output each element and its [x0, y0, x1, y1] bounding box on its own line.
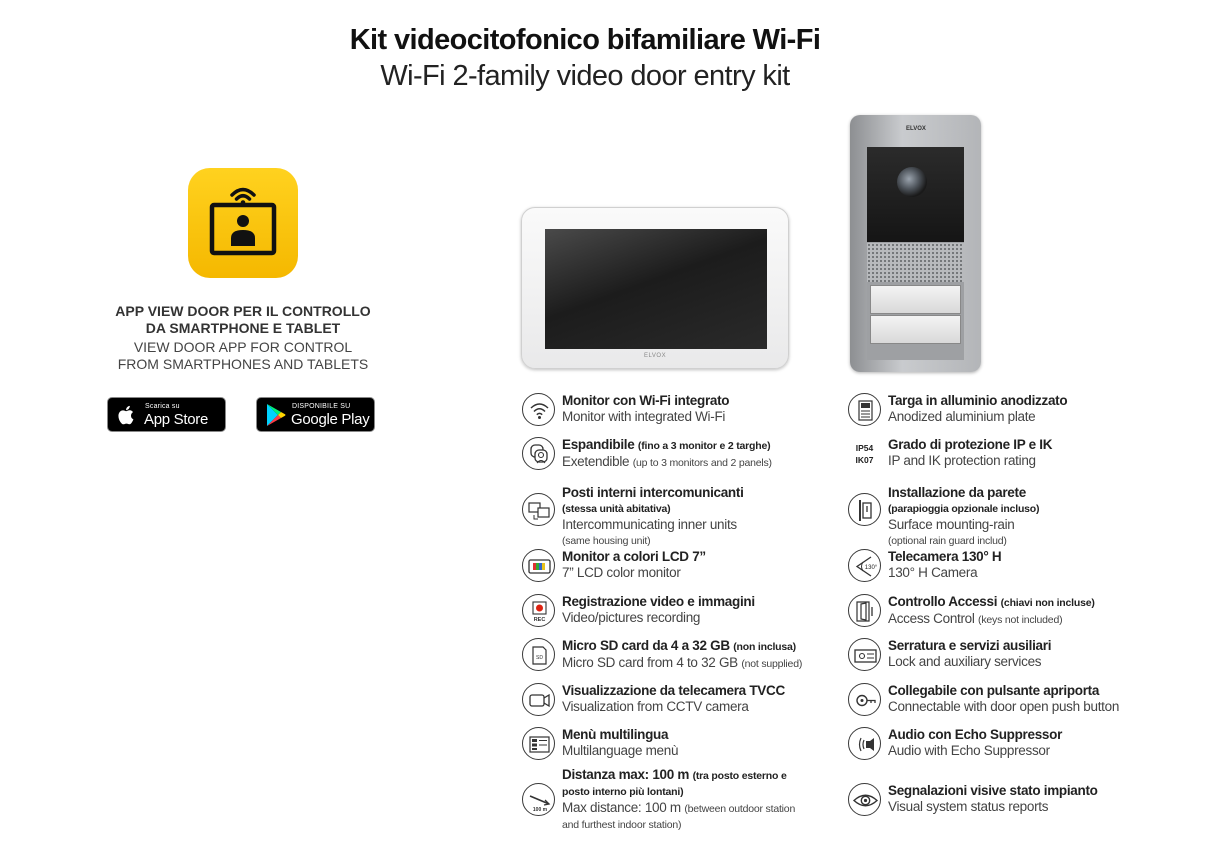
feature-title: Monitor con Wi-Fi integrato [562, 393, 730, 408]
feature-title-note: (non inclusa) [733, 641, 796, 653]
camera-lens [897, 167, 927, 197]
feature-title: Registrazione video e immagini [562, 594, 755, 609]
feature-title: Distanza max: 100 m [562, 767, 690, 782]
panel-call-button-2 [870, 315, 961, 344]
ip-label: IP54 [855, 443, 874, 453]
feature-title: Menù multilingua [562, 727, 669, 742]
wall-mount-icon [848, 493, 881, 526]
feature-title: Audio con Echo Suppressor [888, 727, 1063, 742]
app-sub-line1: VIEW DOOR APP FOR CONTROL [133, 339, 353, 355]
appstore-small-label: Scarica su [145, 403, 180, 410]
feature-subtitle: Multilanguage menù [562, 743, 679, 758]
echo-suppressor-icon [848, 727, 881, 760]
feature-title: Visualizzazione da telecamera TVCC [562, 683, 785, 698]
view-door-app-icon[interactable] [188, 168, 298, 278]
rec-icon-label: REC [533, 617, 546, 623]
feature-title-note: (chiavi non incluse) [1000, 597, 1095, 609]
apple-icon [116, 403, 138, 427]
aluminium-plate-icon [848, 393, 881, 426]
sd-icon-label: SD [536, 655, 543, 661]
feature-subtitle-note: (between outdoor station [684, 803, 796, 815]
feature-title: Segnalazioni visive stato impianto [888, 783, 1098, 798]
feature-subtitle: Anodized aluminium plate [888, 409, 1036, 424]
feature-subtitle: Micro SD card from 4 to 32 GB [562, 655, 738, 670]
ik-label: IK07 [855, 455, 874, 465]
lcd-monitor-icon [522, 549, 555, 582]
feature-title: Micro SD card da 4 a 32 GB [562, 638, 730, 653]
distance-icon [522, 783, 555, 816]
expandable-icon [522, 437, 555, 470]
panel-speaker-grille [867, 243, 964, 282]
feature-subtitle-note-2: and furthest indoor station) [562, 819, 682, 831]
distance-icon-label: 100 m [532, 807, 548, 813]
feature-subtitle-note: (optional rain guard includ) [888, 535, 1007, 547]
app-store-badge[interactable] [107, 397, 226, 432]
feature-subtitle: Exetendible [562, 454, 630, 469]
feature-title: Grado di protezione IP e IK [888, 437, 1053, 452]
app-subtitle [80, 339, 406, 373]
wifi-icon [522, 393, 555, 426]
feature-subtitle: Surface mounting-rain [888, 517, 1015, 532]
feature-subtitle: 130° H Camera [888, 565, 978, 580]
feature-title: Collegabile con pulsante apriporta [888, 683, 1100, 698]
feature-subtitle: Access Control [888, 611, 975, 626]
feature-subtitle: Monitor with integrated Wi-Fi [562, 409, 726, 424]
app-title-line2: DA SMARTPHONE E TABLET [145, 320, 341, 336]
monitor-screen [545, 229, 767, 349]
feature-subtitle: Visual system status reports [888, 799, 1049, 814]
ip-ik-rating-icon [848, 437, 881, 470]
feature-subtitle-note: (up to 3 monitors and 2 panels) [632, 457, 772, 469]
panel-brand-logo: ELVOX [906, 126, 926, 132]
monitor-image [521, 207, 789, 369]
feature-title-note-2: posto interno più lontani) [562, 786, 684, 798]
intercom-units-icon [522, 493, 555, 526]
google-play-badge[interactable] [256, 397, 375, 432]
camera-angle-label: 130° [864, 565, 878, 571]
feature-title-note: (parapioggia opzionale incluso) [888, 503, 1040, 515]
feature-title: Installazione da parete [888, 485, 1026, 500]
feature-subtitle: 7” LCD color monitor [562, 565, 681, 580]
sd-card-icon [522, 638, 555, 671]
cctv-camera-icon [522, 683, 555, 716]
access-control-icon [848, 594, 881, 627]
feature-subtitle-note: (keys not included) [978, 614, 1063, 626]
feature-subtitle: Audio with Echo Suppressor [888, 743, 1050, 758]
feature-title: Targa in alluminio anodizzato [888, 393, 1068, 408]
menu-multilanguage-icon [522, 727, 555, 760]
lock-icon [848, 638, 881, 671]
googleplay-small-label: DISPONIBILE SU [292, 403, 351, 410]
feature-subtitle: Lock and auxiliary services [888, 654, 1042, 669]
app-sub-line2: FROM SMARTPHONES AND TABLETS [117, 356, 369, 372]
feature-title: Serratura e servizi ausiliari [888, 638, 1052, 653]
door-open-button-icon [848, 683, 881, 716]
page-subtitle: Wi-Fi 2-family video door entry kit [380, 60, 790, 92]
feature-subtitle: IP and IK protection rating [888, 453, 1036, 468]
feature-title: Telecamera 130° H [888, 549, 1002, 564]
feature-title-note: (fino a 3 monitor e 2 targhe) [637, 440, 771, 452]
door-panel-image [850, 115, 981, 372]
feature-subtitle: Visualization from CCTV camera [562, 699, 749, 714]
eye-icon [848, 783, 881, 816]
feature-title: Espandibile [562, 437, 635, 452]
panel-call-button-1 [870, 285, 961, 314]
googleplay-big-label: Google Play [291, 411, 370, 428]
feature-subtitle-note: (same housing unit) [562, 535, 651, 547]
feature-title: Controllo Accessi [888, 594, 998, 609]
feature-title-note: (stessa unità abitativa) [562, 503, 671, 515]
feature-title-note: (tra posto esterno e [692, 770, 787, 782]
feature-title: Posti interni intercomunicanti [562, 485, 744, 500]
monitor-brand-logo: ELVOX [644, 353, 667, 359]
view-door-logo-icon [188, 168, 298, 278]
page-title: Kit videocitofonico bifamiliare Wi-Fi [349, 24, 821, 56]
feature-subtitle: Intercommunicating inner units [562, 517, 737, 532]
appstore-big-label: App Store [144, 411, 209, 428]
feature-subtitle: Video/pictures recording [562, 610, 701, 625]
feature-subtitle: Max distance: 100 m [562, 800, 681, 815]
feature-subtitle: Connectable with door open push button [888, 699, 1120, 714]
feature-title: Monitor a colori LCD 7” [562, 549, 706, 564]
app-title [80, 303, 406, 337]
google-play-icon [265, 403, 287, 427]
rec-icon [522, 594, 555, 627]
app-title-line1: APP VIEW DOOR PER IL CONTROLLO [115, 303, 371, 319]
feature-subtitle-note: (not supplied) [741, 658, 803, 670]
camera-angle-icon [848, 549, 881, 582]
